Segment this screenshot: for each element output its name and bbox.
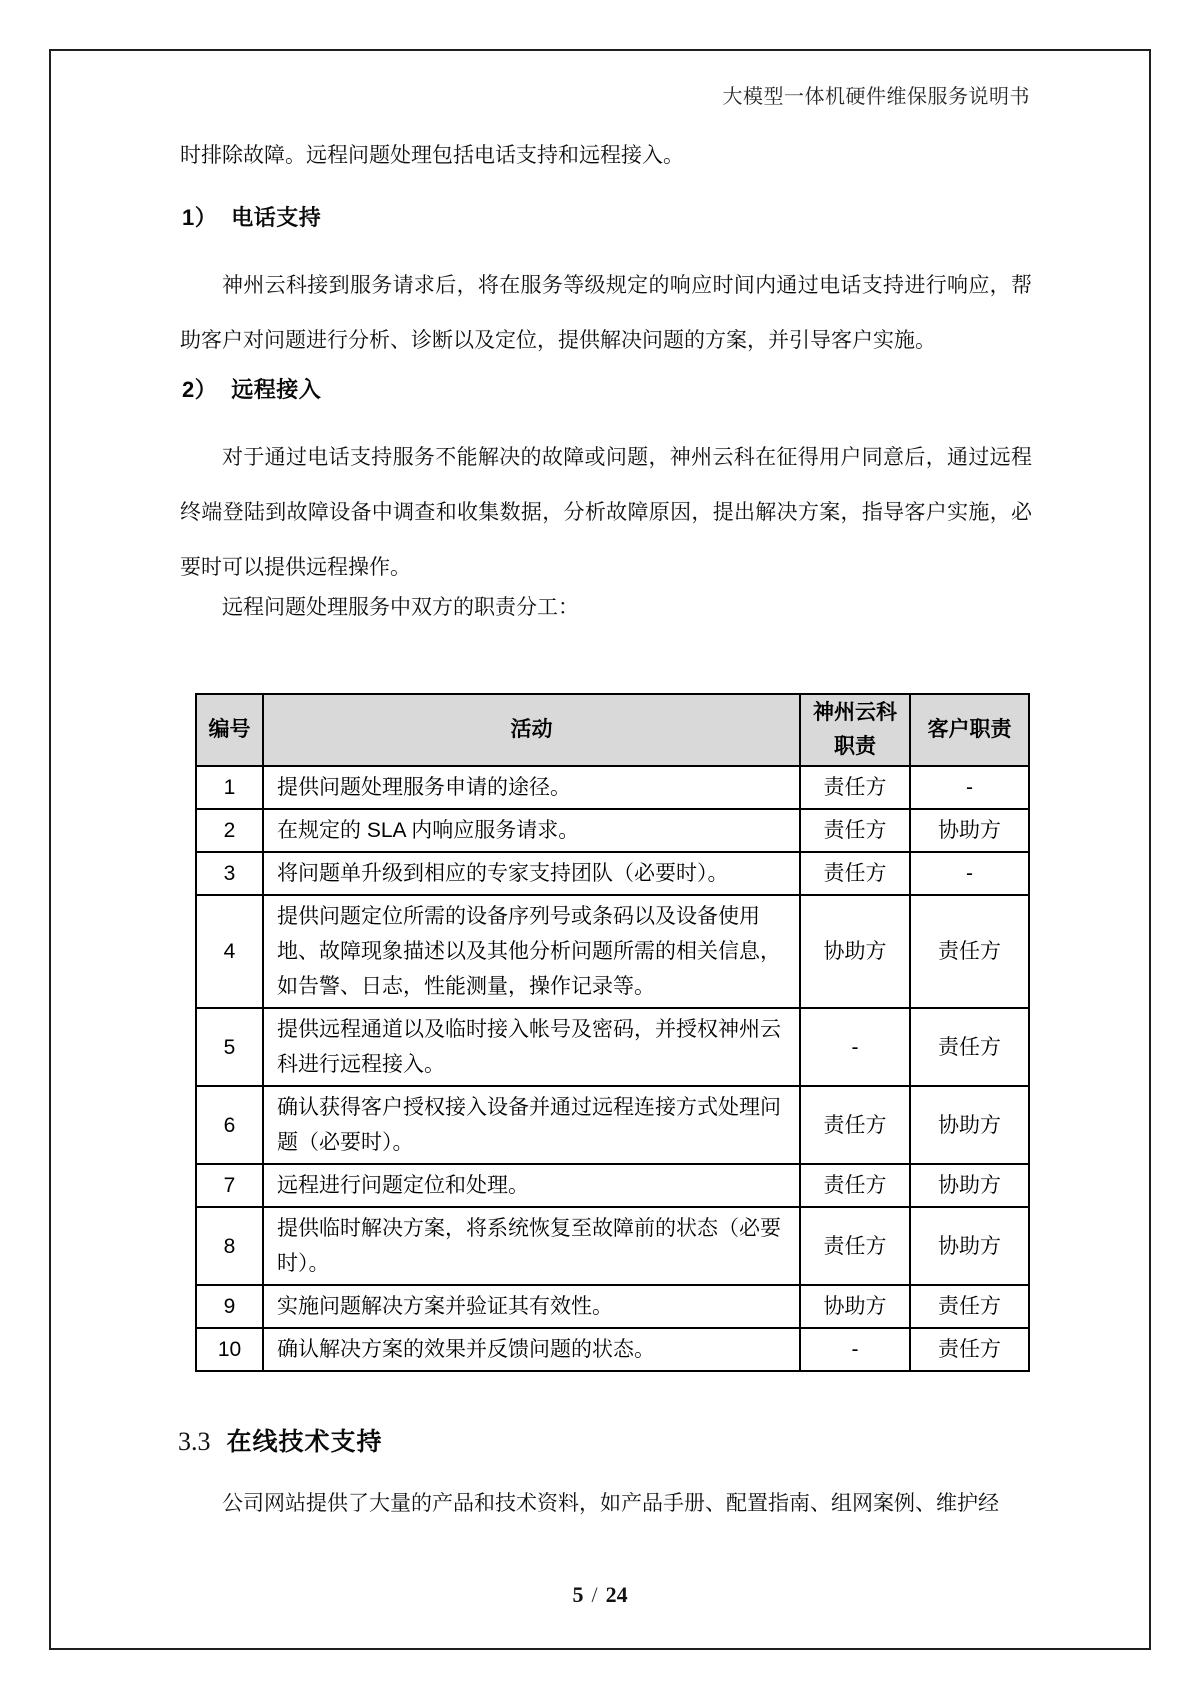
- cell-activity: 确认解决方案的效果并反馈问题的状态。: [263, 1328, 800, 1371]
- col-header-dcnc-duty: 神州云科职责: [800, 694, 910, 766]
- table-row: [196, 809, 1029, 852]
- table-lead-in: 远程问题处理服务中双方的职责分工：: [222, 596, 579, 619]
- responsibility-table: [195, 693, 1030, 1372]
- cell-customer-duty: 责任方: [910, 1285, 1029, 1328]
- table-row: [196, 895, 1029, 1008]
- section-title: 在线技术支持: [226, 1428, 383, 1456]
- subsection-heading-phone-support: [182, 201, 321, 232]
- col-header-number: 编号: [196, 694, 263, 766]
- table-row: [196, 1086, 1029, 1164]
- page-footer: [0, 1582, 1200, 1608]
- col-header-customer-duty: 客户职责: [910, 694, 1029, 766]
- table-row: [196, 766, 1029, 809]
- subsection-title: 电话支持: [231, 205, 322, 230]
- col-header-activity: 活动: [263, 694, 800, 766]
- intro-paragraph: 时排除故障。远程问题处理包括电话支持和远程接入。: [180, 144, 684, 167]
- section-number: 3.3: [178, 1427, 211, 1456]
- subsection-heading-remote-access: [182, 373, 321, 404]
- responsibility-table-wrapper: [195, 693, 1028, 1372]
- subsection-number: 2）: [182, 377, 218, 402]
- cell-activity: 提供临时解决方案，将系统恢复至故障前的状态（必要时）。: [263, 1207, 800, 1285]
- page-separator: /: [591, 1582, 598, 1607]
- cell-customer-duty: 协助方: [910, 1207, 1029, 1285]
- cell-activity: 在规定的 SLA 内响应服务请求。: [263, 809, 800, 852]
- table-row: [196, 1328, 1029, 1371]
- table-row: [196, 1207, 1029, 1285]
- cell-activity: 实施问题解决方案并验证其有效性。: [263, 1285, 800, 1328]
- table-row: [196, 1008, 1029, 1086]
- cell-number: 8: [196, 1207, 263, 1285]
- table-header-row: [196, 694, 1029, 766]
- cell-customer-duty: 协助方: [910, 1086, 1029, 1164]
- table-row: [196, 1285, 1029, 1328]
- cell-customer-duty: -: [910, 766, 1029, 809]
- cell-number: 9: [196, 1285, 263, 1328]
- page-number: 5: [572, 1582, 584, 1607]
- cell-customer-duty: 责任方: [910, 1328, 1029, 1371]
- cell-customer-duty: 协助方: [910, 1164, 1029, 1207]
- cell-dcnc-duty: 责任方: [800, 809, 910, 852]
- page-total: 24: [605, 1582, 628, 1607]
- cell-customer-duty: 责任方: [910, 1008, 1029, 1086]
- cell-activity: 远程进行问题定位和处理。: [263, 1164, 800, 1207]
- phone-support-paragraph: 神州云科接到服务请求后，将在服务等级规定的响应时间内通过电话支持进行响应，帮助客户对问题进行分析、诊断以及定位，提供解决问题的方案，并引导客户实施。: [180, 274, 1032, 352]
- cell-number: 10: [196, 1328, 263, 1371]
- section-heading-online-support: [178, 1422, 383, 1458]
- online-support-paragraph: 公司网站提供了大量的产品和技术资料，如产品手册、配置指南、组网案例、维护经: [222, 1492, 999, 1515]
- table-row: [196, 1164, 1029, 1207]
- cell-dcnc-duty: -: [800, 1008, 910, 1086]
- cell-number: 1: [196, 766, 263, 809]
- subsection-title: 远程接入: [231, 377, 322, 402]
- cell-activity: 提供问题定位所需的设备序列号或条码以及设备使用地、故障现象描述以及其他分析问题所需的相关信息，如告警、日志，性能测量，操作记录等。: [263, 895, 800, 1008]
- cell-dcnc-duty: 责任方: [800, 1207, 910, 1285]
- cell-number: 5: [196, 1008, 263, 1086]
- cell-dcnc-duty: 责任方: [800, 1164, 910, 1207]
- cell-dcnc-duty: 协助方: [800, 895, 910, 1008]
- cell-customer-duty: 协助方: [910, 809, 1029, 852]
- cell-number: 6: [196, 1086, 263, 1164]
- cell-activity: 确认获得客户授权接入设备并通过远程连接方式处理问题（必要时）。: [263, 1086, 800, 1164]
- cell-number: 4: [196, 895, 263, 1008]
- cell-dcnc-duty: 协助方: [800, 1285, 910, 1328]
- cell-dcnc-duty: 责任方: [800, 766, 910, 809]
- cell-dcnc-duty: 责任方: [800, 1086, 910, 1164]
- cell-number: 3: [196, 852, 263, 895]
- cell-dcnc-duty: 责任方: [800, 852, 910, 895]
- cell-number: 2: [196, 809, 263, 852]
- cell-customer-duty: 责任方: [910, 895, 1029, 1008]
- cell-number: 7: [196, 1164, 263, 1207]
- cell-dcnc-duty: -: [800, 1328, 910, 1371]
- cell-customer-duty: -: [910, 852, 1029, 895]
- cell-activity: 将问题单升级到相应的专家支持团队（必要时）。: [263, 852, 800, 895]
- cell-activity: 提供远程通道以及临时接入帐号及密码，并授权神州云科进行远程接入。: [263, 1008, 800, 1086]
- remote-access-paragraph: 对于通过电话支持服务不能解决的故障或问题，神州云科在征得用户同意后，通过远程终端登陆到故障设备中调查和收集数据，分析故障原因，提出解决方案，指导客户实施，必要时可以提供远程操作。: [180, 446, 1032, 579]
- table-row: [196, 852, 1029, 895]
- cell-activity: 提供问题处理服务申请的途径。: [263, 766, 800, 809]
- subsection-number: 1）: [182, 205, 218, 230]
- running-header: 大模型一体机硬件维保服务说明书: [722, 86, 1030, 108]
